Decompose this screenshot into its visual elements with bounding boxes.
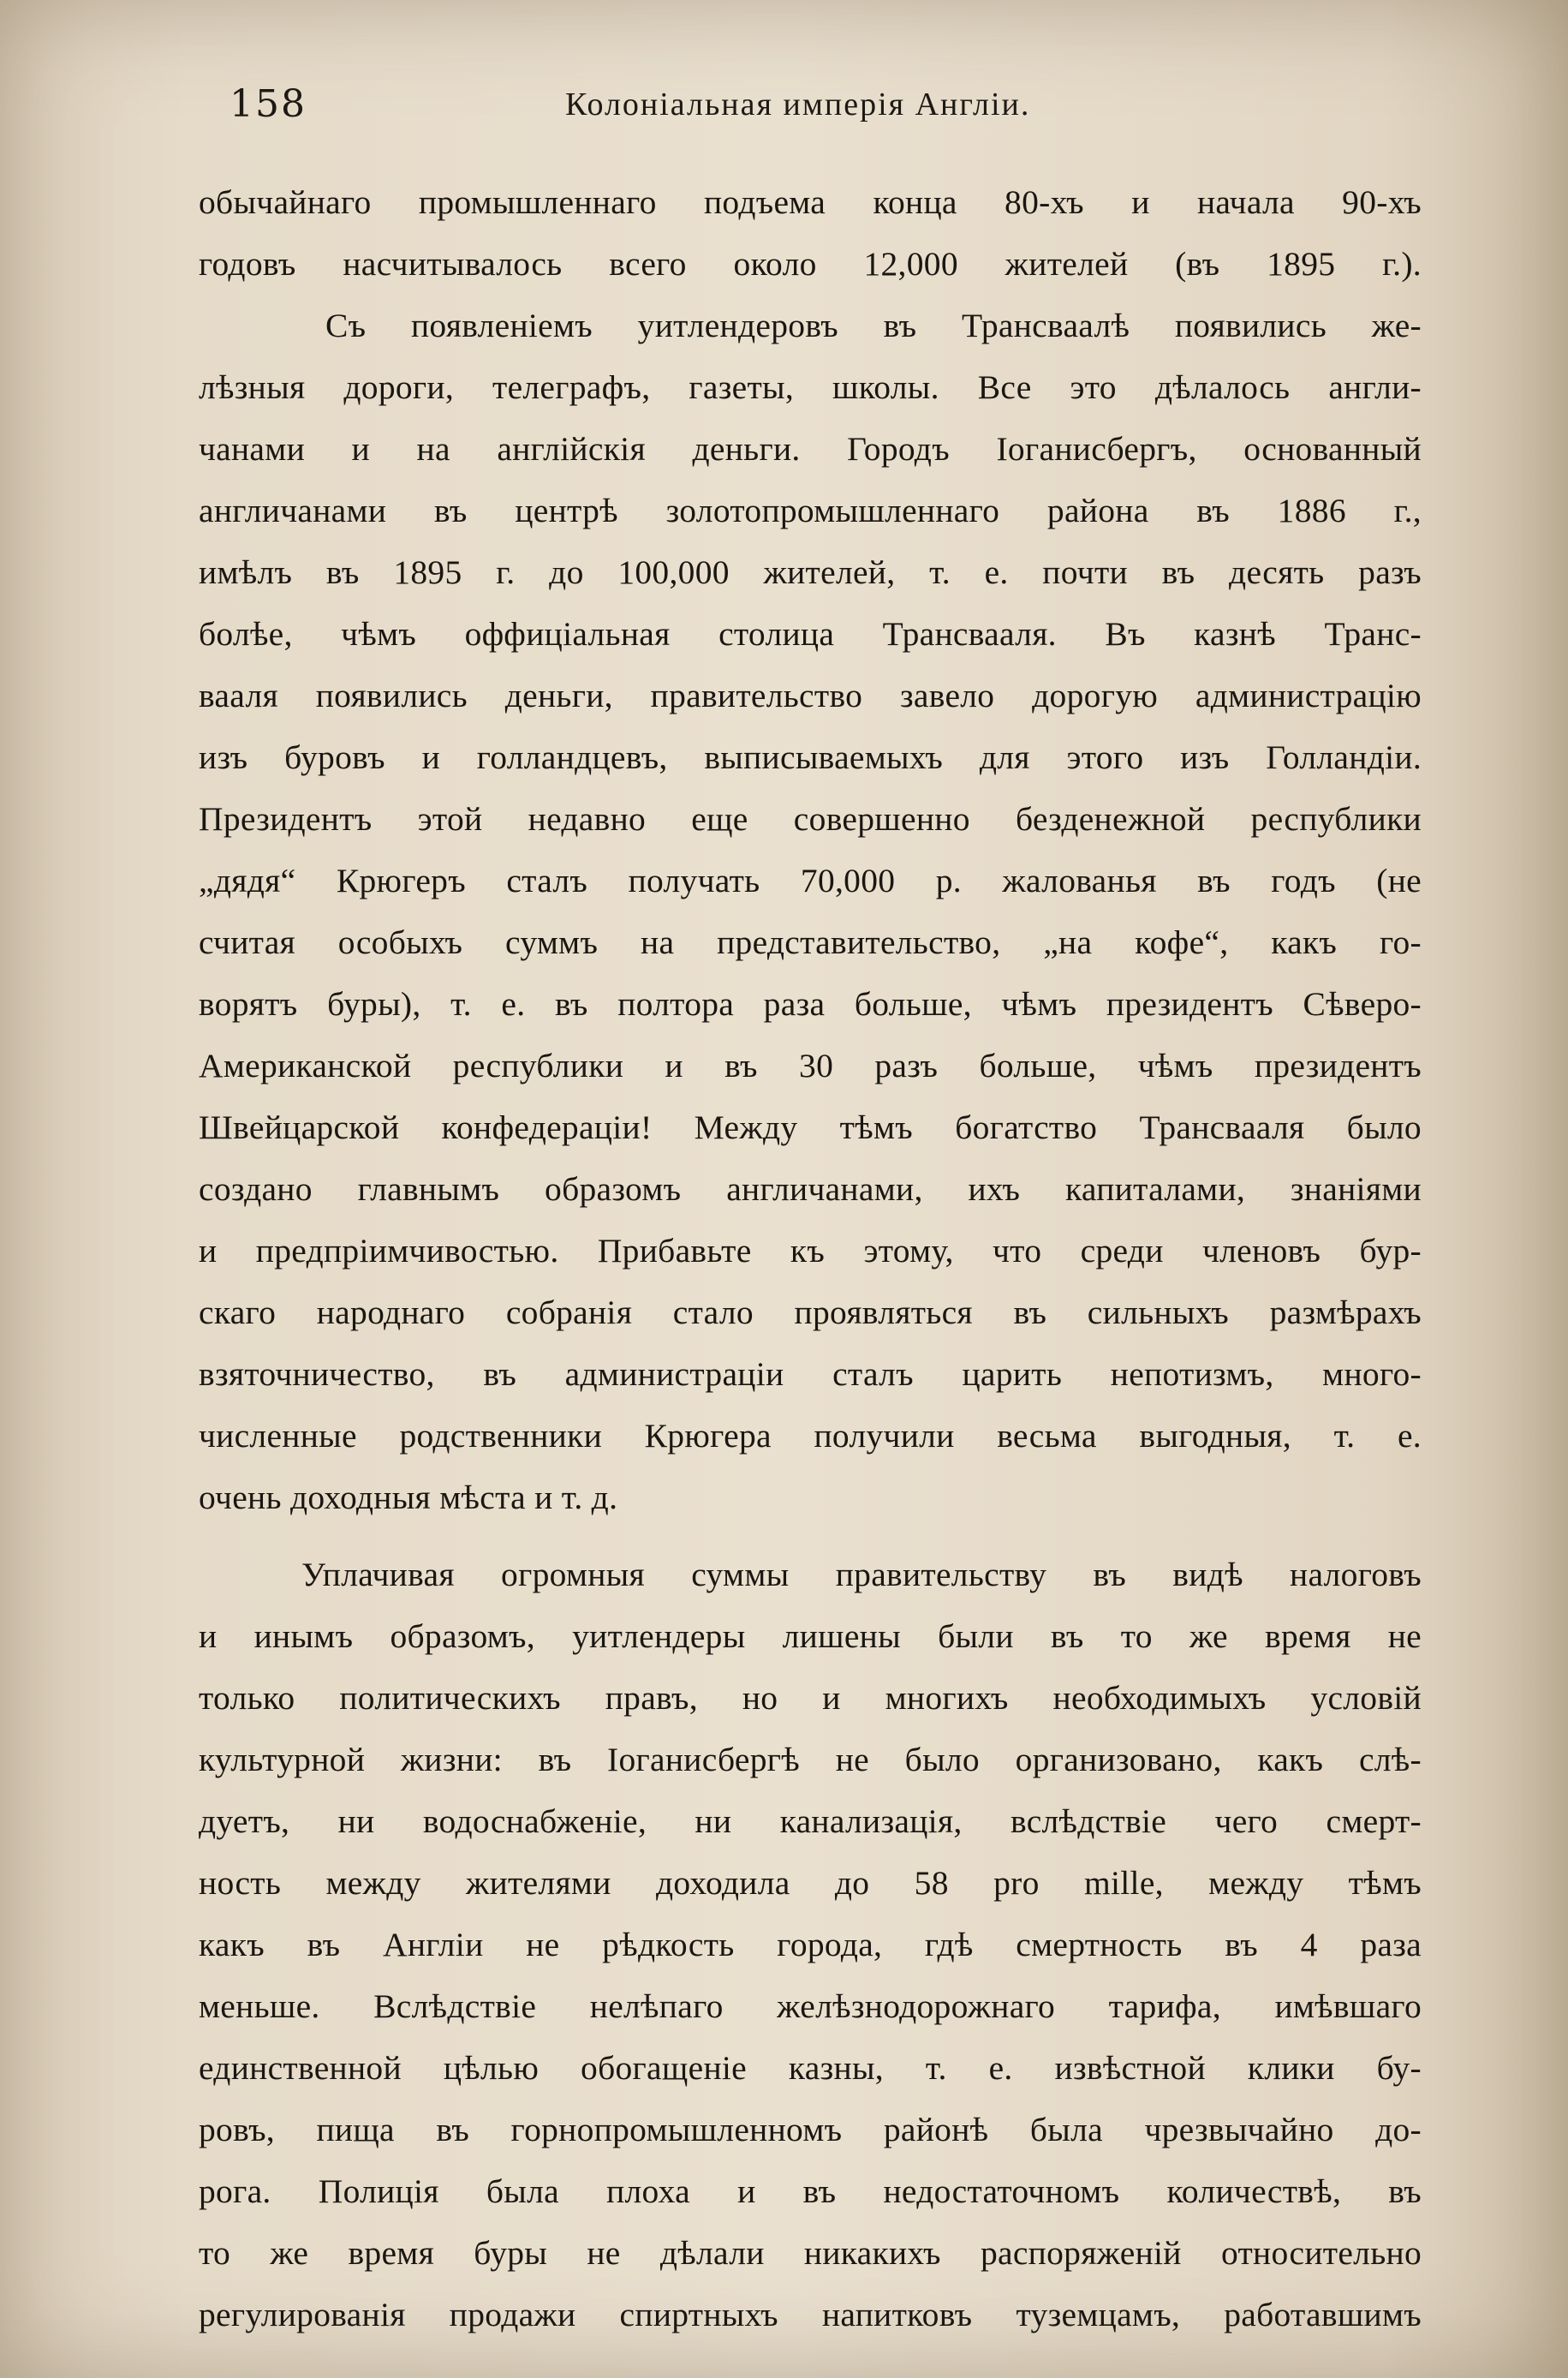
text-line: „дядя“ Крюгеръ сталъ получать 70,000 р. жалованья въ годъ (не	[199, 862, 1422, 899]
text-line: и предпріимчивостью. Прибавьте къ этому, что среди членовъ бур-	[199, 1232, 1422, 1270]
text-line: численные родственники Крюгера получили весьма выгодныя, т. е.	[199, 1417, 1422, 1455]
paragraph-2	[199, 295, 1422, 1528]
text-line: болѣе, чѣмъ оффиціальная столица Трансвааля. Въ казнѣ Транс-	[199, 615, 1422, 653]
paragraph-3	[199, 1544, 1422, 2345]
text-line: обычайнаго промышленнаго подъема конца 80-хъ и начала 90-хъ	[199, 183, 1422, 221]
text-line: взяточничество, въ администраціи сталъ царить непотизмъ, много-	[199, 1355, 1422, 1393]
text-line: меньше. Вслѣдствіе нелѣпаго желѣзнодорожнаго тарифа, имѣвшаго	[199, 1987, 1422, 2025]
paragraph-1	[199, 171, 1422, 295]
text-line: лѣзныя дороги, телеграфъ, газеты, школы. Все это дѣлалось англи-	[199, 368, 1422, 406]
page-header	[230, 82, 1420, 142]
text-line: Съ появленіемъ уитлендеровъ въ Трансваалѣ появились же-	[325, 307, 1422, 344]
text-line: имѣлъ въ 1895 г. до 100,000 жителей, т. е. почти въ десять разъ	[199, 553, 1422, 591]
text-line: скаго народнаго собранія стало проявляться въ сильныхъ размѣрахъ	[199, 1294, 1422, 1331]
text-line: и инымъ образомъ, уитлендеры лишены были въ то же время не	[199, 1617, 1422, 1655]
text-line: только политическихъ правъ, но и многихъ необходимыхъ условій	[199, 1679, 1422, 1717]
text-line: единственной цѣлью обогащеніе казны, т. е. извѣстной клики бу-	[199, 2049, 1422, 2087]
text-line: Американской республики и въ 30 разъ больше, чѣмъ президентъ	[199, 1047, 1422, 1084]
text-line: Президентъ этой недавно еще совершенно безденежной республики	[199, 800, 1422, 838]
text-line: Швейцарской конфедераціи! Между тѣмъ богатство Трансвааля было	[199, 1108, 1422, 1146]
text-line: культурной жизни: въ Іоганисбергѣ не было организовано, какъ слѣ-	[199, 1741, 1422, 1778]
running-title: Колоніальная имперія Англіи.	[565, 87, 1031, 122]
text-line: чанами и на англійскія деньги. Городъ Іоганисбергъ, основанный	[199, 430, 1422, 468]
text-line: ность между жителями доходила до 58 pro mille, между тѣмъ	[199, 1864, 1422, 1902]
text-line: очень доходныя мѣста и т. д.	[199, 1479, 618, 1516]
page-number: 158	[230, 82, 307, 126]
text-line: ворятъ буры), т. е. въ полтора раза больше, чѣмъ президентъ Сѣверо-	[199, 985, 1422, 1023]
text-line: создано главнымъ образомъ англичанами, ихъ капиталами, знаніями	[199, 1170, 1422, 1208]
text-line: то же время буры не дѣлали никакихъ распоряженій относительно	[199, 2234, 1422, 2272]
body-text	[199, 171, 1422, 2345]
text-line: какъ въ Англіи не рѣдкость города, гдѣ смертность въ 4 раза	[199, 1926, 1422, 1963]
text-line: считая особыхъ суммъ на представительство, „на кофе“, какъ го-	[199, 923, 1422, 961]
text-line: рога. Полиція была плоха и въ недостаточномъ количествѣ, въ	[199, 2172, 1422, 2210]
text-line: регулированія продажи спиртныхъ напитковъ туземцамъ, работавшимъ	[199, 2296, 1422, 2333]
text-line: изъ буровъ и голландцевъ, выписываемыхъ для этого изъ Голландіи.	[199, 738, 1422, 776]
text-line: Уплачивая огромныя суммы правительству въ видѣ налоговъ	[301, 1556, 1422, 1593]
text-line: ровъ, пища въ горнопромышленномъ районѣ была чрезвычайно до-	[199, 2111, 1422, 2148]
text-line: англичанами въ центрѣ золотопромышленнаго района въ 1886 г.,	[199, 492, 1422, 529]
text-line: дуетъ, ни водоснабженіе, ни канализація, вслѣдствіе чего смерт-	[199, 1802, 1422, 1840]
text-line: годовъ насчитывалось всего около 12,000 жителей (въ 1895 г.).	[199, 245, 1422, 283]
text-line: вааля появились деньги, правительство завело дорогую администрацію	[199, 677, 1422, 714]
